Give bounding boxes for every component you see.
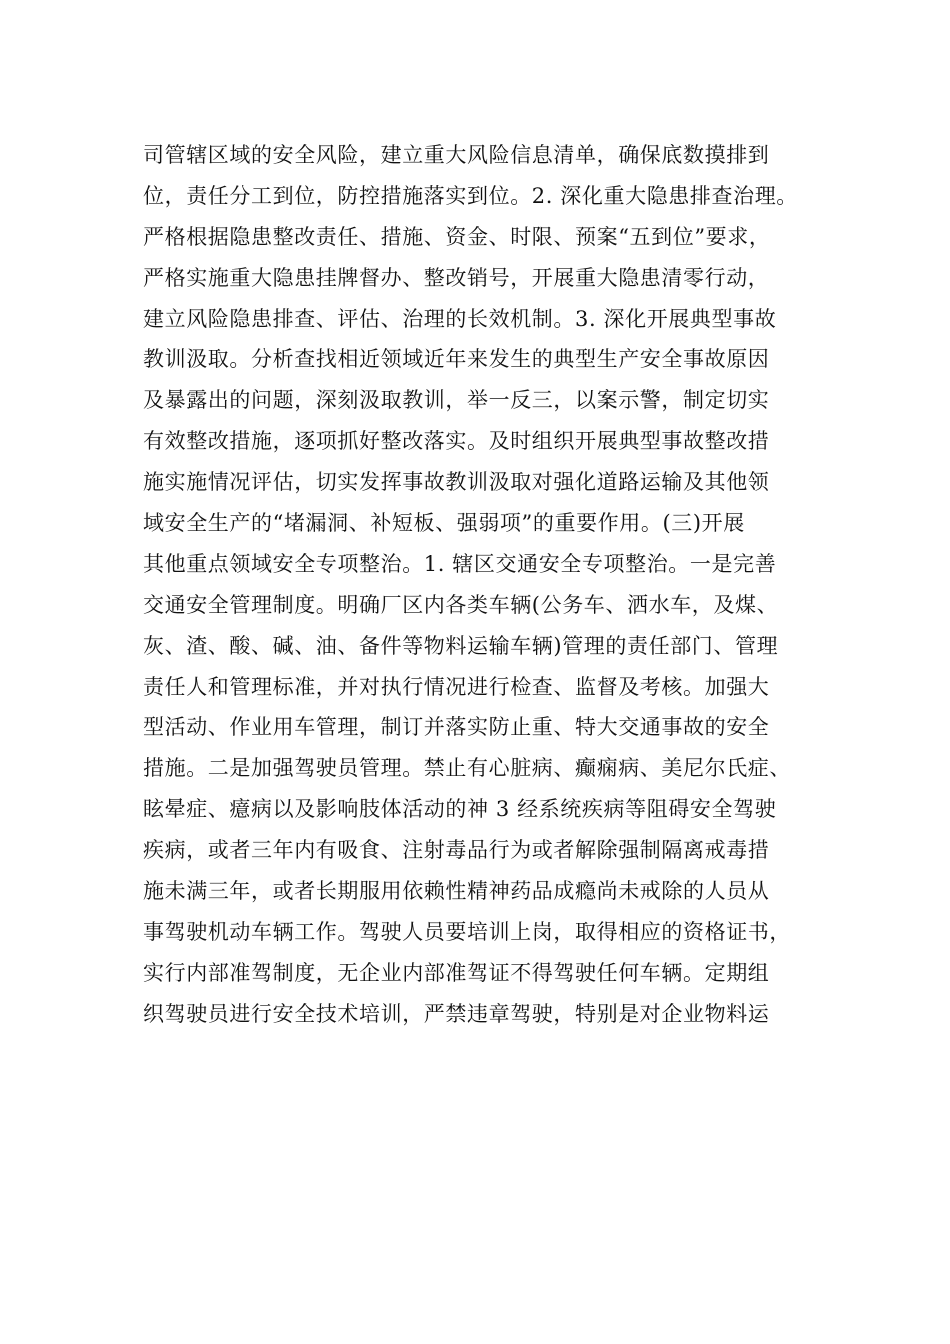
text-line: 措施。二是加强驾驶员管理。禁止有心脏病、癫痫病、美尼尔氏症、 (143, 756, 791, 781)
text-line: 域安全生产的“堵漏洞、补短板、强弱项”的重要作用。(三)开展 (143, 511, 745, 536)
text-line: 教训汲取。分析查找相近领域近年来发生的典型生产安全事故原因 (143, 347, 770, 372)
text-line: 责任人和管理标准，并对执行情况进行检查、监督及考核。加强大 (143, 674, 770, 699)
text-line: 严格实施重大隐患挂牌督办、整改销号，开展重大隐患清零行动， (143, 265, 770, 290)
body-text (143, 135, 833, 1035)
text-line: 织驾驶员进行安全技术培训，严禁违章驾驶，特别是对企业物料运 (143, 1001, 770, 1026)
text-line: 严格根据隐患整改责任、措施、资金、时限、预案“五到位”要求， (143, 224, 771, 249)
text-line: 型活动、作业用车管理，制订并落实防止重、特大交通事故的安全 (143, 715, 770, 740)
text-line: 交通安全管理制度。明确厂区内各类车辆(公务车、洒水车，及煤、 (143, 592, 779, 617)
text-line: 疾病，或者三年内有吸食、注射毒品行为或者解除强制隔离戒毒措 (143, 838, 770, 863)
text-line: 事驾驶机动车辆工作。驾驶人员要培训上岗，取得相应的资格证书， (143, 919, 791, 944)
text-line: 施实施情况评估，切实发挥事故教训汲取对强化道路运输及其他领 (143, 470, 770, 495)
text-line: 司管辖区域的安全风险，建立重大风险信息清单，确保底数摸排到 (143, 143, 770, 167)
text-line: 建立风险隐患排查、评估、治理的长效机制。3. 深化开展典型事故 (143, 306, 777, 331)
text-line: 其他重点领域安全专项整治。1. 辖区交通安全专项整治。一是完善 (143, 551, 777, 576)
text-line: 施未满三年，或者长期服用依赖性精神药品成瘾尚未戒除的人员从 (143, 879, 770, 904)
text-line: 眩晕症、癔病以及影响肢体活动的神 3 经系统疾病等阻碍安全驾驶 (143, 797, 777, 822)
text-line: 灰、渣、酸、碱、油、备件等物料运输车辆)管理的责任部门、管理 (143, 633, 779, 658)
text-line: 及暴露出的问题，深刻汲取教训，举一反三，以案示警，制定切实 (143, 388, 770, 413)
text-line: 有效整改措施，逐项抓好整改落实。及时组织开展典型事故整改措 (143, 429, 770, 454)
text-line: 位，责任分工到位，防控措施落实到位。2. 深化重大隐患排查治理。 (143, 183, 798, 208)
text-line: 实行内部准驾制度，无企业内部准驾证不得驾驶任何车辆。定期组 (143, 960, 770, 985)
